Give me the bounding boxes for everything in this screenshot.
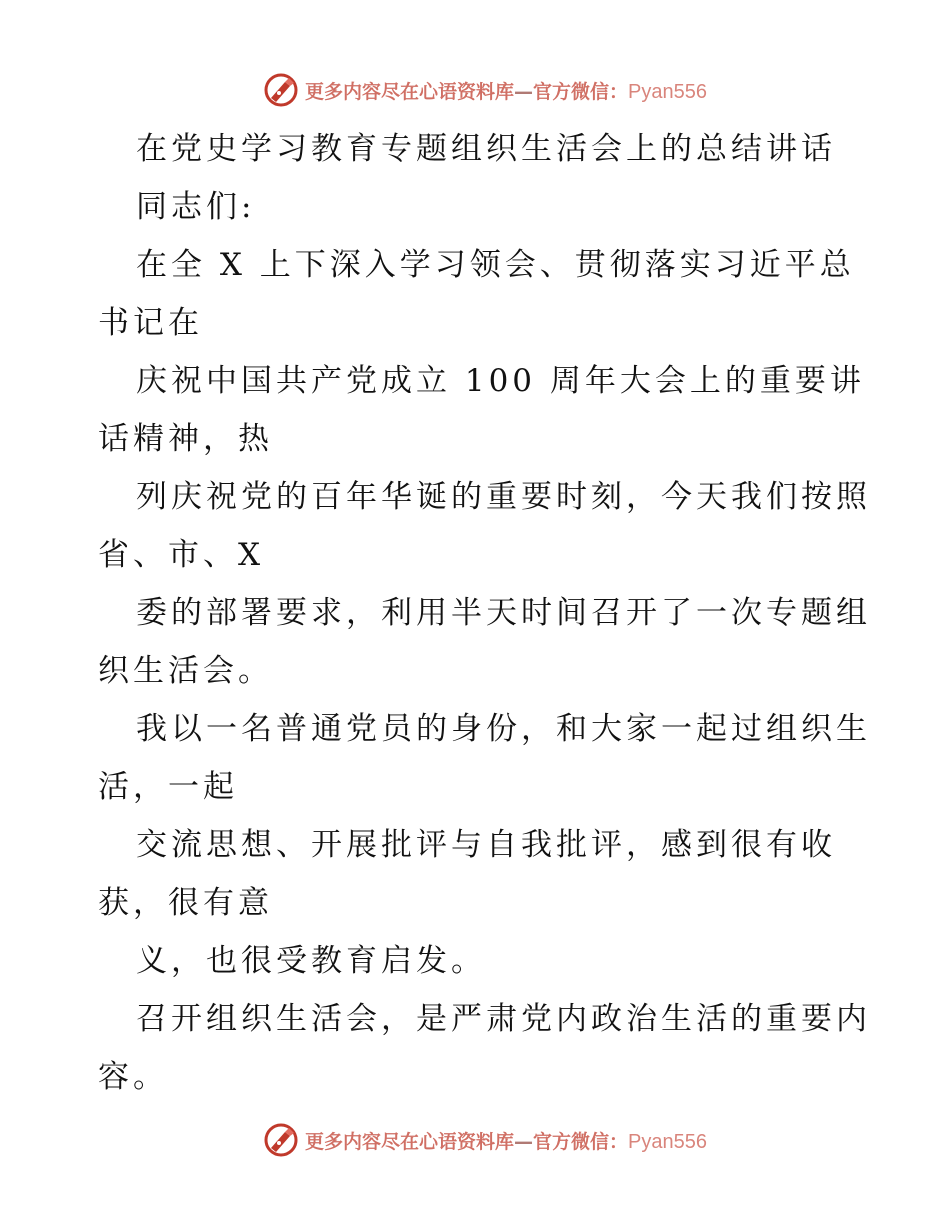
pen-nib-logo-icon <box>263 72 299 108</box>
document-line: 委的部署要求，利用半天时间召开了一次专题组 <box>136 595 871 631</box>
footer-separator: — <box>514 1130 534 1153</box>
document-line: 在全 X 上下深入学习领会、贯彻落实习近平总 <box>136 247 855 283</box>
header-brand-name: 更多内容尽在心语资料库 <box>305 80 515 103</box>
document-line: 列庆祝党的百年华诞的重要时刻，今天我们按照 <box>136 479 871 515</box>
footer-brand-name: 更多内容尽在心语资料库 <box>305 1130 515 1153</box>
document-line: 省、市、X <box>98 537 265 573</box>
document-line: 交流思想、开展批评与自我批评，感到很有收 <box>136 827 836 863</box>
document-line: 活，一起 <box>98 769 238 805</box>
document-body <box>98 124 871 1110</box>
footer-contact-label: 官方微信： <box>533 1130 629 1153</box>
document-line: 织生活会。 <box>98 653 273 689</box>
footer-banner-inner <box>263 1122 707 1158</box>
header-banner <box>0 70 950 110</box>
header-contact-label: 官方微信： <box>533 80 629 103</box>
header-separator: — <box>514 80 534 103</box>
document-line: 获，很有意 <box>98 885 273 921</box>
document-line: 我以一名普通党员的身份，和大家一起过组织生 <box>136 711 871 747</box>
footer-banner <box>0 1120 950 1160</box>
document-line: 庆祝中国共产党成立 100 周年大会上的重要讲 <box>136 363 865 399</box>
document-line: 容。 <box>98 1059 168 1095</box>
document-line: 召开组织生活会，是严肃党内政治生活的重要内 <box>136 1001 871 1037</box>
header-banner-inner <box>263 72 707 108</box>
document-line: 同志们: <box>136 189 256 225</box>
document-line: 义，也很受教育启发。 <box>136 943 486 979</box>
document-line: 书记在 <box>98 305 203 341</box>
document-line: 在党史学习教育专题组织生活会上的总结讲话 <box>136 131 836 167</box>
footer-brand-text <box>305 1127 707 1154</box>
header-contact-handle: Pyan556 <box>628 80 707 103</box>
footer-contact-handle: Pyan556 <box>628 1130 707 1153</box>
document-line: 话精神，热 <box>98 421 273 457</box>
header-brand-text <box>305 77 707 104</box>
pen-nib-logo-icon <box>263 1122 299 1158</box>
